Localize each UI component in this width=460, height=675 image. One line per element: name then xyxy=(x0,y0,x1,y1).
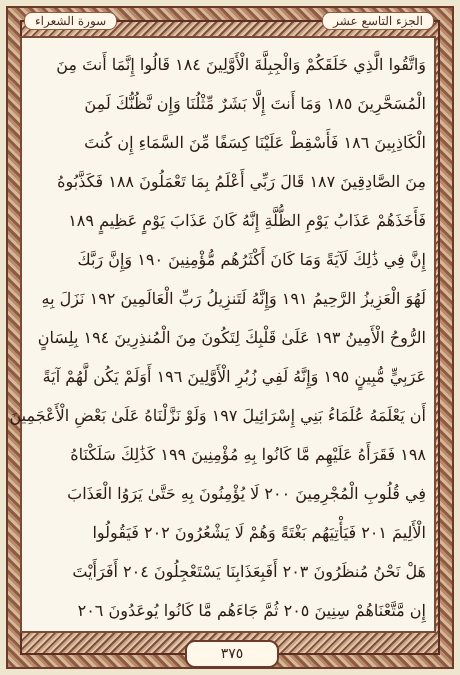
verse-line: هَلْ نَحْنُ مُنظَرُونَ ٢٠٣ أَفَبِعَذَابِنَا يَسْتَعْجِلُونَ ٢٠٤ أَفَرَأَيْتَ xyxy=(72,561,426,581)
verse-line: الْأَلِيمَ ٢٠١ فَيَأْتِيَهُم بَغْتَةً وَهُمْ لَا يَشْعُرُونَ ٢٠٢ فَيَقُولُوا xyxy=(92,522,426,542)
verse-line: فَأَخَذَهُمْ عَذَابُ يَوْمِ الظُّلَّةِ إِنَّهُ كَانَ عَذَابَ يَوْمٍ عَظِيمٍ ١٨٩ xyxy=(68,210,426,230)
verse-line: الرُّوحُ الْأَمِينُ ١٩٣ عَلَىٰ قَلْبِكَ لِتَكُونَ مِنَ الْمُنذِرِينَ ١٩٤ بِلِسَانٍ xyxy=(37,327,426,347)
verse-line: فِي قُلُوبِ الْمُجْرِمِينَ ٢٠٠ لَا يُؤْمِنُونَ بِهِ حَتَّىٰ يَرَوُا الْعَذَابَ xyxy=(67,483,426,503)
surah-title: سورة الشعراء xyxy=(24,12,117,30)
verse-line: عَرَبِيٍّ مُّبِينٍ ١٩٥ وَإِنَّهُ لَفِي زُبُرِ الْأَوَّلِينَ ١٩٦ أَوَلَمْ يَكُن لَّهُمْ آيَةً xyxy=(42,366,426,386)
verse-line: وَاتَّقُوا الَّذِي خَلَقَكُمْ وَالْجِبِلَّةَ الْأَوَّلِينَ ١٨٤ قَالُوا إِنَّمَا أَنتَ مِنَ xyxy=(56,54,426,74)
verse-line: أَن يَعْلَمَهُ عُلَمَاءُ بَنِي إِسْرَائِيلَ ١٩٧ وَلَوْ نَزَّلْنَاهُ عَلَىٰ بَعْضِ الْأَعْجَمِينَ xyxy=(9,405,426,425)
page-number: ٣٧٥ xyxy=(185,640,279,668)
verse-line: الْكَاذِبِينَ ١٨٦ فَأَسْقِطْ عَلَيْنَا كِسَفًا مِّنَ السَّمَاءِ إِن كُنتَ xyxy=(84,132,426,152)
verse-line: الْمُسَحَّرِينَ ١٨٥ وَمَا أَنتَ إِلَّا بَشَرٌ مِّثْلُنَا وَإِن نَّظُنُّكَ لَمِنَ xyxy=(84,93,426,113)
verse-line: إِنَّ فِي ذَٰلِكَ لَآيَةً وَمَا كَانَ أَكْثَرُهُم مُّؤْمِنِينَ ١٩٠ وَإِنَّ رَبَّكَ xyxy=(77,249,426,269)
verse-line: ١٩٨ فَقَرَأَهُ عَلَيْهِم مَّا كَانُوا بِهِ مُؤْمِنِينَ ١٩٩ كَذَٰلِكَ سَلَكْنَاهُ xyxy=(70,444,426,464)
verse-lines xyxy=(9,45,426,630)
verse-line: إِن مَّتَّعْنَاهُمْ سِنِينَ ٢٠٥ ثُمَّ جَاءَهُم مَّا كَانُوا يُوعَدُونَ ٢٠٦ xyxy=(77,600,426,620)
verse-line: مِنَ الصَّادِقِينَ ١٨٧ قَالَ رَبِّي أَعْلَمُ بِمَا تَعْمَلُونَ ١٨٨ فَكَذَّبُوهُ xyxy=(57,171,426,191)
juz-title: الجزء التاسع عشر xyxy=(322,12,434,30)
page-header xyxy=(24,10,434,32)
verse-line: لَهُوَ الْعَزِيزُ الرَّحِيمُ ١٩١ وَإِنَّهُ لَتَنزِيلُ رَبِّ الْعَالَمِينَ ١٩٢ نَزَلَ بِهِ xyxy=(41,288,426,308)
